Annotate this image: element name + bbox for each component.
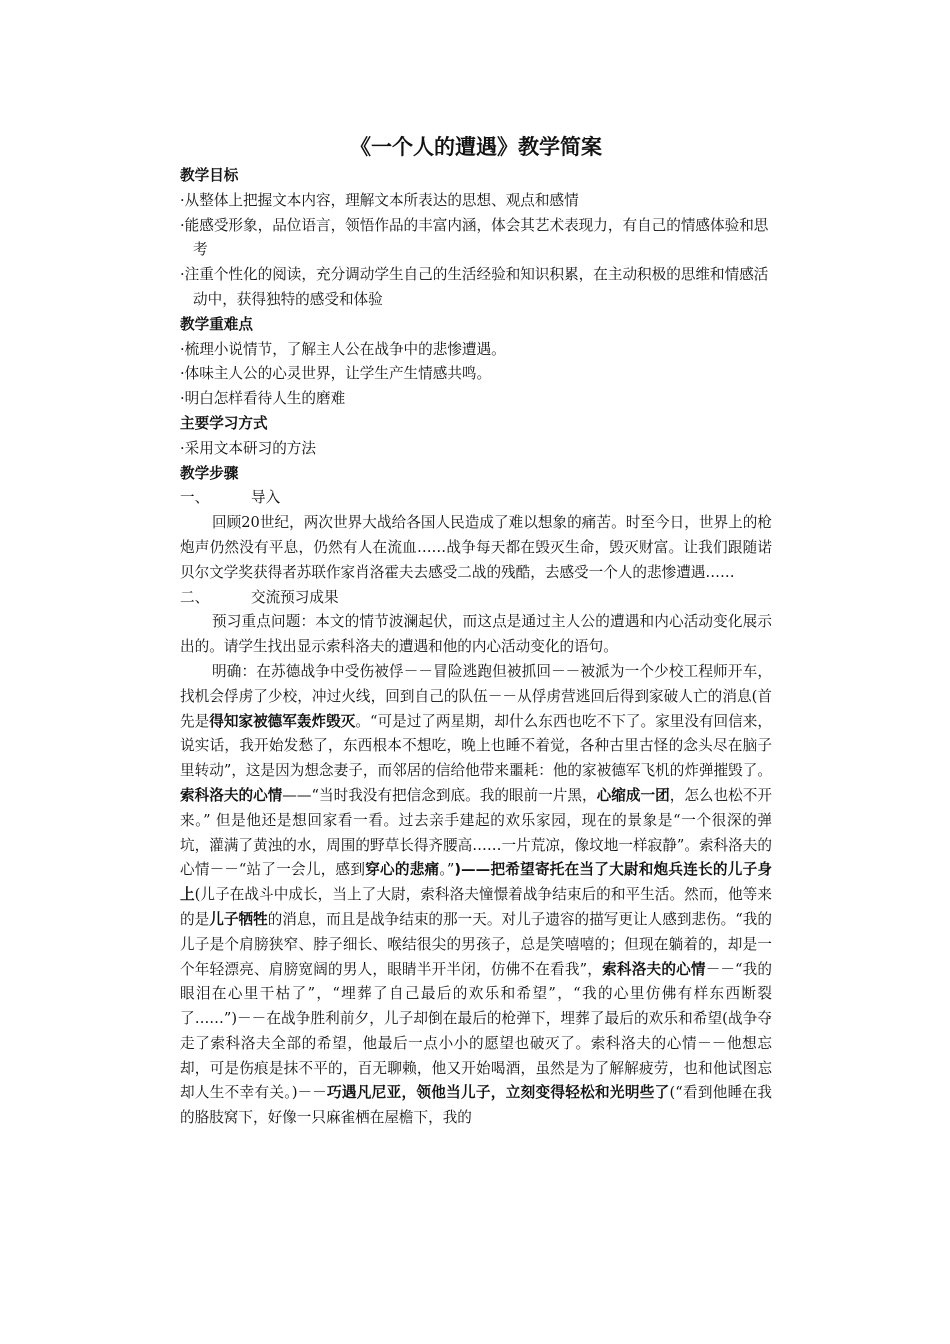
answer-paragraph: [180, 660, 772, 1131]
step-1-paragraph: 回顾20世纪，两次世界大战给各国人民造成了难以想象的痛苦。时至今日，世界上的枪炮声仍然没有平息，仍然有人在流血……战争每天都在毁灭生命，毁灭财富。让我们跟随诺贝尔文学奖获得者苏联作家肖洛霍夫去感受二战的残酷，去感受一个人的悲惨遭遇……: [180, 514, 772, 581]
answer-text: 。“可是过了两星期，却什么东西也吃不下了。家里没有回信来，说实话，我开始发愁了，东西根本不想吃，晚上也睡不着觉，各种古里古怪的念头尽在脑子里转动”，这是因为想念妻子，而邻居的信给他带来噩耗：他的家被德军飞机的炸弹摧毁了。: [180, 712, 772, 780]
answer-text: 。”: [439, 861, 455, 879]
answer-text: (“看到他睡在我的胳肢窝下，好像一只麻雀栖在屋檐下，我的: [180, 1084, 772, 1127]
answer-text: ，怎么也松不开来。” 但是他还是想回家看一看。过去亲手建起的欢乐家园，现在的景象是“一个很深的弹坑，灌满了黄浊的水，周围的野草长得齐腰高……一片荒凉，像坟地一样寂静”。索科洛夫的心情－－“站了一会儿，感到: [180, 786, 772, 879]
answer-emphasis: 儿子牺牲: [209, 910, 268, 928]
answer-text: 的消息，而且是战争结束的那一天。对儿子遗容的描写更让人感到悲伤。“我的儿子是个肩膀狭窄、脖子细长、喉结很尖的男孩子，总是笑嘻嘻的；但现在躺着的，却是一个年轻漂亮、肩膀宽阔的男人，眼睛半开半闭，仿佛不在看我”，: [180, 910, 772, 978]
page-title: 《一个人的遭遇》教学简案: [350, 135, 602, 159]
answer-emphasis: 得知家被德军轰炸毁灭: [209, 712, 356, 730]
method-item: ·采用文本研习的方法: [180, 439, 316, 457]
step-1-heading: [180, 486, 772, 511]
step-2-paragraph: 预习重点问题：本文的情节波澜起伏，而这点是通过主人公的遭遇和内心活动变化展示出的。请学生找出显示索科洛夫的遭遇和他的内心活动变化的语句。: [180, 613, 772, 656]
answer-emphasis: 心缩成一团: [596, 786, 670, 804]
key-point-item: ·明白怎样看待人生的磨难: [180, 390, 346, 408]
methods-heading: 主要学习方式: [180, 414, 268, 432]
document-page: [180, 128, 772, 1131]
answer-emphasis: 穿心的悲痛: [365, 861, 440, 879]
answer-emphasis: 巧遇凡尼亚，领他当儿子，立刻变得轻松和光明些了: [326, 1084, 670, 1102]
steps-heading: 教学步骤: [180, 464, 239, 482]
answer-text: 明确：在苏德战争中受伤被俘－－冒险逃跑但被抓回－－被派为一个少校工程师开车，找机会俘虏了少校，冲过火线，回到自己的队伍－－从俘虏营逃回后得到家破人亡的消息(首先是: [180, 662, 772, 730]
goal-item: ·能感受形象，品位语言，领悟作品的丰富内涵，体会其艺术表现力，有自己的情感体验和思考: [180, 216, 769, 259]
goal-item: ·注重个性化的阅读，充分调动学生自己的生活经验和知识积累，在主动积极的思维和情感活动中，获得独特的感受和体验: [180, 266, 769, 308]
answer-emphasis: 索科洛夫的心情: [180, 786, 283, 804]
step-1-label: 导入: [250, 489, 281, 507]
answer-text: －－“我的眼泪在心里干枯了”，“埋葬了自己最后的欢乐和希望”，“我的心里仿佛有样东西断裂了……”)－－在战争胜利前夕，儿子却倒在最后的枪弹下，埋葬了最后的欢乐和希望(战争夺走了索科洛夫全部的希望，他最后一点小小的愿望也破灭了。索科洛夫的心情－－他想忘却，可是伤痕是抹不平的，百无聊赖，他又开始喝酒，虽然是为了解解疲劳，也和他试图忘却人生不幸有关。)－－: [180, 960, 773, 1102]
answer-emphasis: )——把希望寄托在当了大尉和炮兵连长的儿子身上: [180, 861, 772, 904]
step-1-number: 一、: [180, 489, 210, 507]
step-2-heading: [180, 586, 772, 611]
step-2-label: 交流预习成果: [250, 588, 339, 606]
answer-emphasis: 索科洛夫的心情: [602, 960, 706, 978]
answer-text: ——“当时我没有把信念到底。我的眼前一片黑，: [282, 786, 597, 804]
key-point-item: ·体味主人公的心灵世界，让学生产生情感共鸣。: [180, 365, 492, 383]
step-2-number: 二、: [180, 588, 210, 606]
key-points-heading: 教学重难点: [180, 315, 253, 333]
goal-item: ·从整体上把握文本内容，理解文本所表达的思想、观点和感情: [180, 191, 579, 209]
key-point-item: ·梳理小说情节，了解主人公在战争中的悲惨遭遇。: [180, 340, 506, 358]
goals-heading: 教学目标: [180, 167, 239, 184]
answer-text: (儿子在战斗中成长，当上了大尉，索科洛夫憧憬着战争结束后的和平生活。然而，他等来的是: [180, 886, 772, 928]
